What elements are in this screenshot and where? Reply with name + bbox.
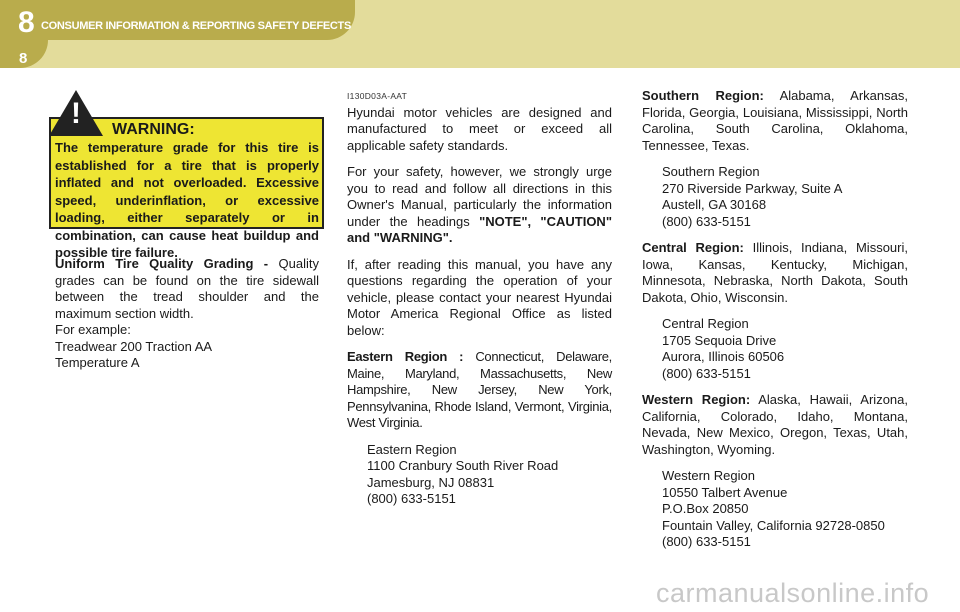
- southern-region-states: Alabama, Arkansas, Florida, Georgia, Louisiana, Mississippi, North Carolina, South Carolina, Oklahoma, Tennessee, Texas.: [642, 88, 908, 153]
- address-line: Austell, GA 30168: [662, 197, 767, 212]
- address-line: (800) 633-5151: [367, 491, 456, 506]
- example-label: For example:: [55, 322, 131, 337]
- address-line: 1100 Cranbury South River Road: [367, 458, 559, 473]
- example-line-1: Treadwear 200 Traction AA: [55, 338, 213, 354]
- eastern-address: [347, 442, 612, 508]
- central-region-paragraph: [642, 240, 908, 306]
- middle-column: [347, 88, 612, 508]
- address-line: 270 Riverside Parkway, Suite A: [662, 180, 843, 196]
- watermark: carmanualsonline.info: [656, 578, 930, 608]
- chapter-title: CONSUMER INFORMATION & REPORTING SAFETY DEFECTS: [41, 20, 352, 32]
- central-region-heading: Central Region:: [642, 240, 744, 255]
- eastern-region-paragraph: [347, 349, 612, 432]
- warning-body: The temperature grade for this tire is established for a tire that is properly inflated and not overloaded. Excessive speed, underinflation, or excessive loading, either separately or in combination, can cause heat buildup and possible tire failure.: [55, 140, 319, 260]
- central-address: [642, 316, 908, 382]
- section-code: I130D03A-AAT: [347, 91, 408, 101]
- safety-headings: "NOTE", "CAUTION" and "WARNING".: [347, 213, 612, 245]
- address-line: Southern Region: [662, 164, 760, 179]
- address-line: Central Region: [662, 316, 749, 331]
- example-line-2: Temperature A: [55, 355, 140, 370]
- warning-title: WARNING:: [112, 121, 195, 138]
- safety-text: For your safety, however, we strongly urge you to read and follow all directions in this Owner's Manual, particularly the information under the headings: [347, 164, 612, 229]
- western-address: [642, 468, 908, 551]
- safety-paragraph: [347, 164, 612, 247]
- intro-paragraph: Hyundai motor vehicles are designed and manufactured to meet or exceed all applicable safety standards.: [347, 104, 612, 153]
- address-line: Western Region: [662, 468, 755, 483]
- tire-grading-heading: Uniform Tire Quality Grading -: [55, 256, 269, 271]
- western-region-paragraph: [642, 392, 908, 458]
- address-line: (800) 633-5151: [662, 534, 751, 549]
- tire-grading-paragraph: [55, 256, 319, 322]
- tire-grading-text: Quality grades can be found on the tire sidewall between the tread shoulder and the maximum section width.: [55, 256, 319, 321]
- address-line: Aurora, Illinois 60506: [662, 349, 785, 364]
- southern-region-paragraph: [642, 88, 908, 154]
- southern-address: [642, 164, 908, 230]
- eastern-region-heading: Eastern Region :: [347, 349, 464, 364]
- address-line: P.O.Box 20850: [662, 501, 749, 516]
- address-line: Jamesburg, NJ 08831: [367, 474, 495, 490]
- left-column: [55, 256, 319, 372]
- address-line: Eastern Region: [367, 441, 457, 457]
- right-column: [642, 88, 908, 551]
- address-line: (800) 633-5151: [662, 365, 751, 381]
- address-line: 1705 Sequoia Drive: [662, 332, 777, 348]
- central-region-states: Illinois, Indiana, Missouri, Iowa, Kansas, Kentucky, Michigan, Minnesota, Nebraska, North Dakota, South Dakota, Ohio, Wisconsin.: [642, 240, 908, 305]
- questions-paragraph: If, after reading this manual, you have any questions regarding the operation of your vehicle, please contact your nearest Hyundai Motor America Regional Office as listed below:: [347, 256, 612, 338]
- warning-exclamation: !: [71, 97, 81, 130]
- southern-region-heading: Southern Region:: [642, 88, 764, 103]
- chapter-number: 8: [18, 6, 35, 39]
- western-region-states: Alaska, Hawaii, Arizona, California, Colorado, Idaho, Montana, Nevada, New Mexico, Oregon, Texas, Utah, Washington, Wyoming.: [642, 392, 908, 457]
- address-line: 10550 Talbert Avenue: [662, 484, 788, 500]
- page-number: 8: [19, 50, 28, 67]
- western-region-heading: Western Region:: [642, 392, 751, 407]
- address-line: Fountain Valley, California 92728-0850: [662, 517, 885, 533]
- address-line: (800) 633-5151: [662, 213, 751, 229]
- eastern-region-states: Connecticut, Delaware, Maine, Maryland, Massachusetts, New Hampshire, New Jersey, New York, Pennsylvanina, Rhode Island, Vermont, Virginia, West Virginia.: [347, 349, 612, 430]
